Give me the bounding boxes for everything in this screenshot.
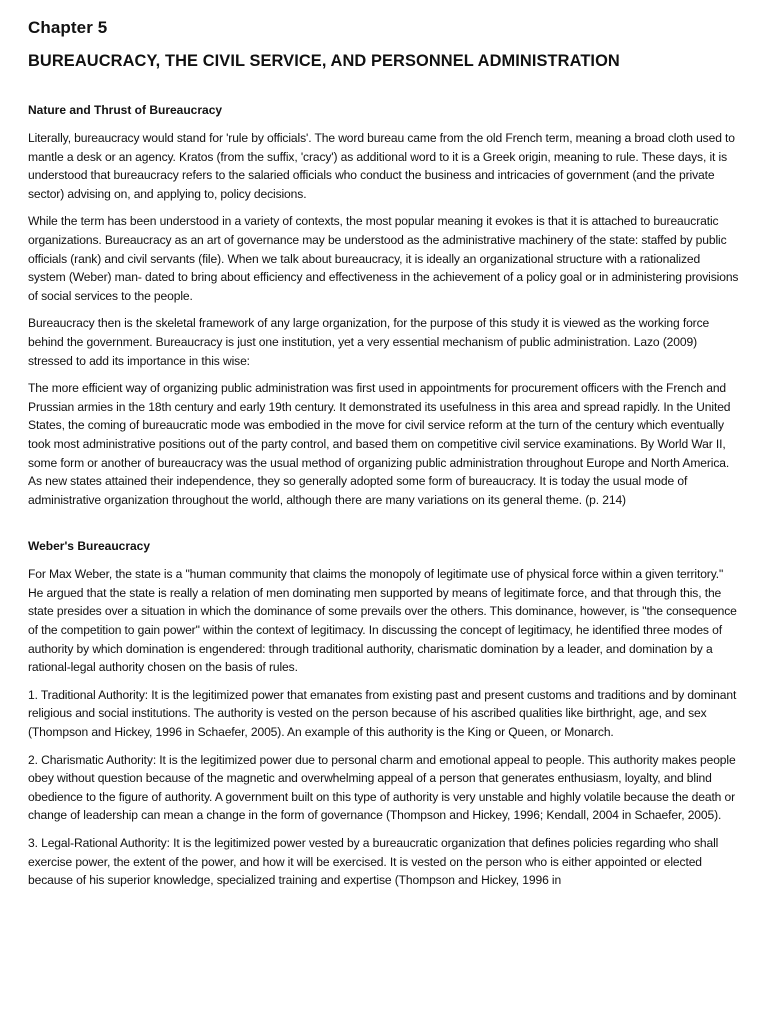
section-heading-weber: Weber's Bureaucracy (28, 539, 151, 554)
paragraph: Literally, bureaucracy would stand for 'rule by officials'. The word bureau came from the old French term, meaning a broad cloth used to mantle a desk or an agency. Kratos (from the suffix, 'cracy') as additional word to it is a Greek origin, meaning to rule. These days, it is understood that bureaucracy refers to the salaried officials who conduct the business and intricacies of government (and the private sector) advising on, and applying to, policy decisions. (28, 131, 735, 201)
section-heading-nature: Nature and Thrust of Bureaucracy (28, 103, 223, 117)
chapter-label: Chapter 5 (28, 18, 108, 37)
list-item-charismatic-authority: 2. Charismatic Authority: It is the legitimized power due to personal charm and emotional appeal to people. This authority makes people obey without question because of the magnetic and overwhelming appeal of a person that generates enthusiasm, loyalty, and blind obedience to the figure of authority. A government built on this type of authority is very unstable and highly volatile because the death or change of leadership can mean a change in the form of governance (Thompson and Hickey, 1996; Kendall, 2004 in Schaefer, 2005). (28, 752, 736, 823)
chapter-title: BUREAUCRACY, THE CIVIL SERVICE, AND PERSONNEL ADMINISTRATION (28, 52, 620, 70)
block-quote: The more efficient way of organizing public administration was first used in appointments for procurement officers with the French and Prussian armies in the 18th century and early 19th century. It demonstrated its usefulness in this area and spread rapidly. In the United States, the coming of bureaucratic mode was embodied in the move for civil service reform at the turn of the century which eventually took most administrative positions out of the party control, and based them on competitive civil service examinations. By World War II, some form or another of bureaucracy was the usual method of organizing public administration throughout Europe and North America. As new states attained their independence, they so generally adopted some form of bureaucracy. It is today the usual mode of administrative organization throughout the world, although there are many variations on its general theme. (p. 214) (28, 381, 731, 507)
list-item-traditional-authority: 1. Traditional Authority: It is the legitimized power that emanates from existing past and present customs and traditions and by dominant religious and social institutions. The authority is vested on the person because of his ascribed qualities like birthright, age, and sex (Thompson and Hickey, 1996 in Schaefer, 2005). An example of this authority is the King or Queen, or Monarch. (28, 687, 737, 740)
paragraph: Bureaucracy then is the skeletal framework of any large organization, for the purpose of this study it is viewed as the working force behind the government. Bureaucracy is just one institution, yet a very essential mechanism of public administration. Lazo (2009) stressed to add its importance in this wise: (28, 316, 710, 368)
list-item-legal-rational-authority: 3. Legal-Rational Authority: It is the legitimized power vested by a bureaucratic organization that defines policies regarding who shall exercise power, the extent of the power, and how it will be exercised. It is vested on the person who is either appointed or elected because of his superior knowledge, specialized training and expertise (Thompson and Hickey, 1996 in (28, 836, 719, 888)
paragraph: While the term has been understood in a variety of contexts, the most popular meaning it evokes is that it is attached to bureaucratic organizations. Bureaucracy as an art of governance may be understood as the administrative machinery of the state: staffed by public officials (rank) and civil servants (file). When we talk about bureaucracy, it is ideally an organizational structure with a rationalized system (Weber) man- dated to bring about efficiency and effectiveness in the achievement of a policy goal or in administering provisions of social services to the people. (28, 214, 739, 303)
document-page (28, 18, 740, 899)
paragraph: For Max Weber, the state is a "human community that claims the monopoly of legitimate use of physical force within a given territory." He argued that the state is really a relation of men dominating men supported by means of legitimate force, and that through this, the state presides over a situation in which the dominance of some prevails over the others. This dominance, however, is "the consequence of the competition to gain power" within the context of legitimacy. In discussing the concept of legitimacy, he identified three modes of authority by which domination is engendered: through traditional authority, charismatic domination by a leader, and domination by a rational-legal authority chosen on the basis of rules. (28, 567, 737, 675)
